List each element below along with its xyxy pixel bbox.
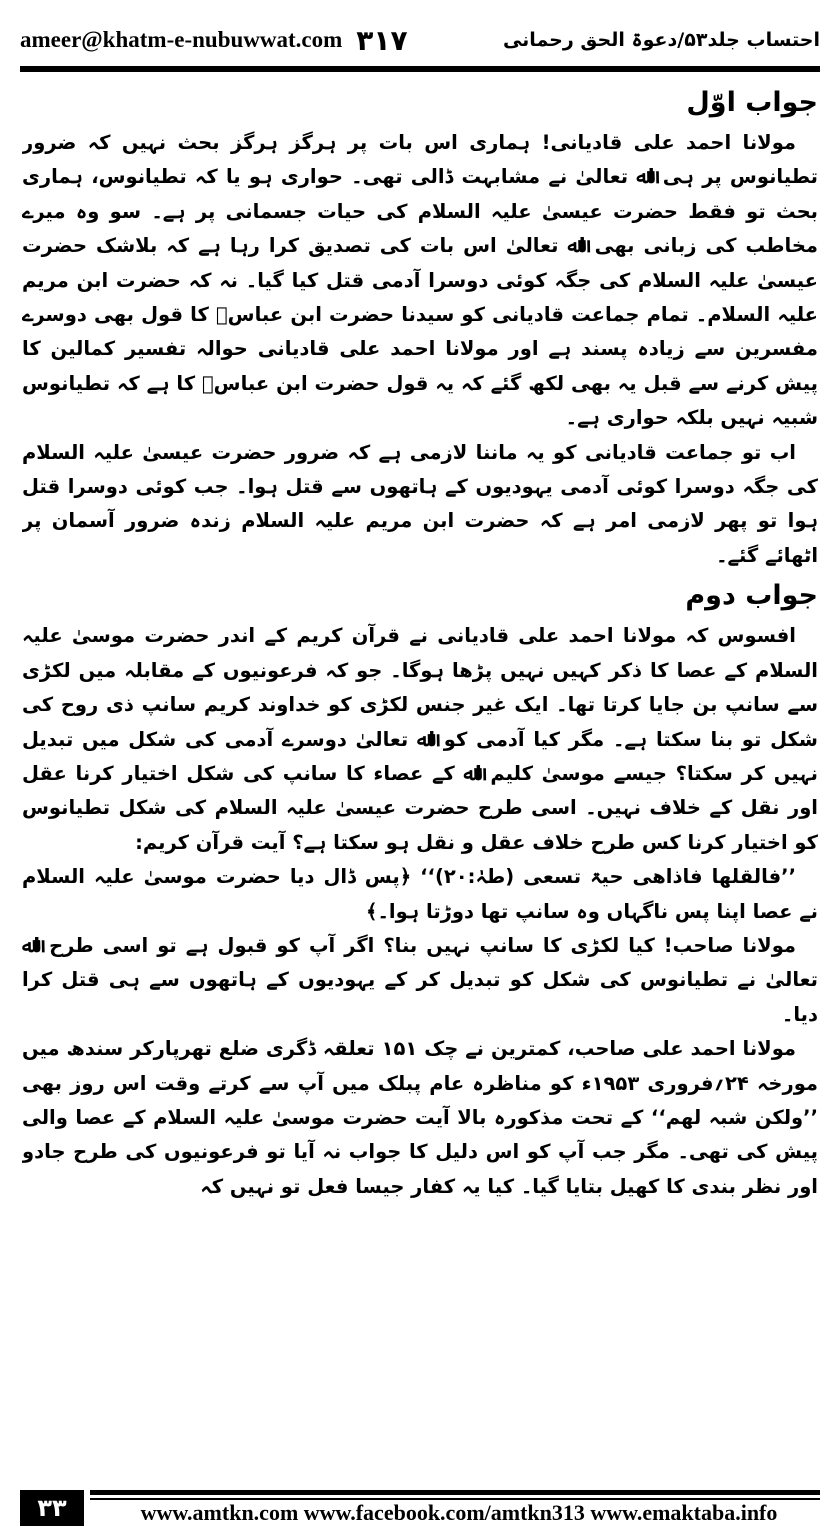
page-footer [20, 1490, 820, 1530]
page-number: ۳۱۷ [356, 23, 408, 57]
quranic-verse: ’’فالقلھا فاذاھی حیۃ تسعی (طہٰ:۲۰)‘‘ ﴿پس ڈال دیا حضرت موسیٰ علیہ السلام نے عصا اپنا پس ناگہاں وہ سانپ تھا دوڑتا ہوا۔﴾ [22, 865, 818, 923]
paragraph: مولانا صاحب! کیا لکڑی کا سانپ نہیں بنا؟ اگر آپ کو قبول ہے تو اسی طرح اﷲ تعالیٰ نے تطیانوس کی شکل کو تبدیل کر کے یہودیوں کے ہاتھوں سے ہی قتل کرا دیا۔ [22, 933, 818, 1026]
paragraph: افسوس کہ مولانا احمد علی قادیانی نے قرآن کریم کے اندر حضرت موسیٰ علیہ السلام کے عصا کا ذکر کہیں نہیں پڑھا ہوگا۔ جو کہ فرعونیوں کے مقابلہ میں لکڑی سے سانپ بن جایا کرتا تھا۔ ایک غیر جنس لکڑی کو خداوند کریم سانپ ذی روح کی شکل تو بنا سکتا ہے۔ مگر کیا آدمی کو اﷲ تعالیٰ دوسرے آدمی کی شکل میں تبدیل نہیں کر سکتا؟ جیسے موسیٰ کلیم اﷲ کے عصاء کا سانپ کی شکل اختیار کرنا عقل اور نقل کے خلاف نہیں۔ اسی طرح حضرت عیسیٰ علیہ السلام کی شکل تطیانوس کو اختیار کرنا کس طرح خلاف عقل و نقل ہو سکتا ہے؟ آیت قرآن کریم: [22, 624, 818, 854]
heading-second-answer: جواب دوم [685, 580, 818, 612]
paragraph: اب تو جماعت قادیانی کو یہ ماننا لازمی ہے کہ ضرور حضرت عیسیٰ علیہ السلام کی جگہ دوسرا کوئی آدمی یہودیوں کے ہاتھوں سے قتل ہوا۔ جب کوئی دوسرا قتل ہوا تو پھر لازمی امر ہے کہ حضرت ابن مریم علیہ السلام زندہ ضرور آسمان پر اٹھائے گئے۔ [22, 440, 818, 567]
paragraph: مولانا احمد علی قادیانی! ہماری اس بات پر ہرگز ہرگز بحث نہیں کہ ضرور تطیانوس پر ہی اﷲ تعالیٰ نے مشابہت ڈالی تھی۔ حواری ہو یا کہ تطیانوس، ہماری بحث تو فقط حضرت عیسیٰ علیہ السلام کی حیات جسمانی پر ہے۔ سو وہ میرے مخاطب کی زبانی بھی اﷲ تعالیٰ اس بات کی تصدیق کرا رہا ہے کہ بلاشک حضرت عیسیٰ علیہ السلام کی جگہ کوئی دوسرا آدمی قتل کیا گیا۔ نہ کہ حضرت ابن مریم علیہ السلام۔ تمام جماعت قادیانی کو سیدنا حضرت ابن عباسؓ کا قول بھی دوسرے مفسرین سے زیادہ پسند ہے اور مولانا احمد علی قادیانی حوالہ تفسیر کمالین کا پیش کرنے سے قبل یہ بھی لکھ گئے کہ یہ قول حضرت ابن عباسؓ کا ہے کہ تطیانوس شبیہ نہیں بلکہ حواری ہے۔ [22, 131, 818, 430]
footer-urls[interactable]: www.amtkn.com www.facebook.com/amtkn313 www.emaktaba.info [140, 1500, 778, 1525]
header-email[interactable]: ameer@khatm-e-nubuwwat.com [20, 27, 343, 52]
book-title: احتساب جلد۵۳/دعوۃ الحق رحمانی [502, 29, 820, 51]
sheet-number-badge: ۳۳ [20, 1490, 84, 1526]
footer-divider-thick [90, 1490, 820, 1495]
paragraph: مولانا احمد علی صاحب، کمترین نے چک ۱۵۱ تعلقہ ڈگری ضلع تھرپارکر سندھ میں مورخہ ۲۴؍فروری ۱۹۵۳ء کو مناظرہ عام پبلک میں آپ سے کرتے وقت اس روز بھی ’’ولکن شبہ لھم‘‘ کے تحت مذکورہ بالا آیت حضرت موسیٰ علیہ السلام کے عصا والی پیش کی تھی۔ مگر جب آپ کو اس دلیل کا جواب نہ آیا تو فرعونیوں کی طرح جادو اور نظر بندی کا کھیل بتایا گیا۔ کیا یہ کفار جیسا فعل تو نہیں کہ [22, 1037, 818, 1198]
header-divider [20, 66, 820, 72]
heading-first-answer: جواب اوّل [686, 87, 818, 118]
page-header [20, 18, 820, 62]
page-body [22, 80, 818, 1465]
header-left [20, 24, 408, 57]
